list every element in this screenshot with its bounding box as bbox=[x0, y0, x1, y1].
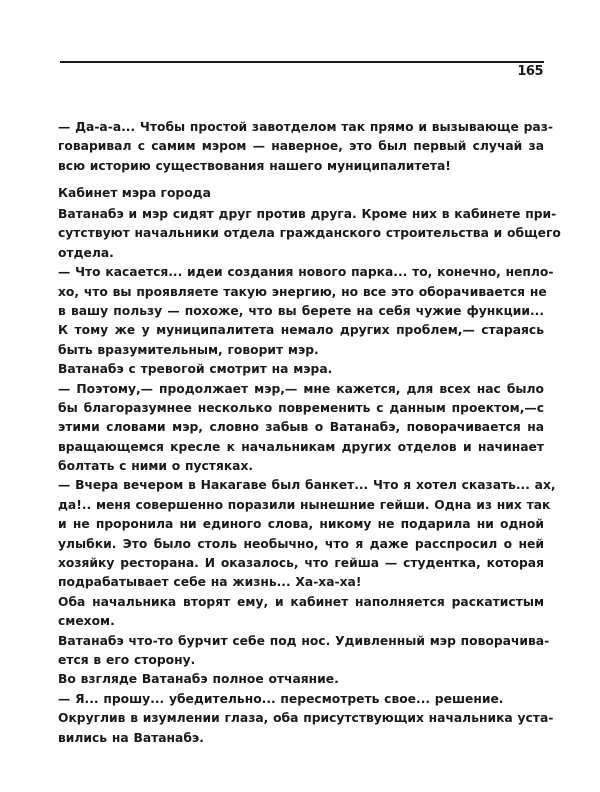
header-rule bbox=[60, 61, 544, 63]
text-line: бы благоразумнее несколько повременить с данным проектом,—с bbox=[58, 400, 544, 415]
text-line: улыбки. Это было столь необычно, что я даже расспросил о ней bbox=[58, 536, 544, 551]
text-line: в вашу пользу — похоже, что вы берете на себя чужие функции... bbox=[58, 303, 544, 318]
text-line: — Поэтому,— продолжает мэр,— мне кажется, для всех нас было bbox=[58, 381, 544, 396]
text-line: Ватанабэ и мэр сидят друг против друга. Кроме них в кабинете при- bbox=[58, 207, 557, 221]
text-line: подрабатывает себе на жизнь... Ха-ха-ха! bbox=[58, 575, 362, 590]
paragraph bbox=[58, 476, 556, 592]
text-line: сутствуют начальники отдела гражданского строительства и общего bbox=[58, 226, 561, 241]
paragraph bbox=[58, 690, 544, 709]
text-line: вились на Ватанабэ. bbox=[58, 730, 204, 745]
text-line: хо, что вы проявляете такую энергию, но все это оборачивается не bbox=[58, 284, 547, 299]
paragraph bbox=[58, 632, 550, 671]
text-line: Ватанабэ с тревогой смотрит на мэра. bbox=[58, 362, 333, 377]
text-line: быть вразумительным, говорит мэр. bbox=[58, 342, 319, 357]
text-line: всю историю существования нашего муниципалитета! bbox=[58, 158, 451, 173]
scene-heading: Кабинет мэра города bbox=[58, 186, 211, 200]
opening-paragraph bbox=[58, 118, 553, 176]
body-text bbox=[58, 205, 561, 748]
text-line: — Да-а-а... Чтобы простой завотделом так прямо и вызывающе раз- bbox=[58, 120, 553, 134]
text-line: да!.. меня совершенно поразили нынешние гейши. Одна из них так bbox=[58, 497, 551, 512]
text-line: говаривал с самим мэром — наверное, это был первый случай за bbox=[58, 139, 544, 154]
paragraph bbox=[58, 670, 544, 689]
text-line: К тому же у муниципалитета немало других проблем,— стараясь bbox=[58, 323, 544, 338]
text-line: — Вчера вечером в Накагаве был банкет... Что я хотел сказать... ах, bbox=[58, 478, 556, 493]
text-line: — Что касается... идеи создания нового парка... то, конечно, непло- bbox=[58, 265, 554, 280]
text-line: болтать с ними о пустяках. bbox=[58, 459, 254, 474]
paragraph bbox=[58, 360, 544, 379]
text-line: Ватанабэ что-то бурчит себе под нос. Удивленный мэр поворачива- bbox=[58, 633, 550, 648]
text-line: Во взгляде Ватанабэ полное отчаяние. bbox=[58, 672, 339, 687]
paragraph bbox=[58, 593, 544, 632]
text-line: и не проронила ни единого слова, никому не подарила ни одной bbox=[58, 517, 544, 532]
text-line: отдела. bbox=[58, 245, 114, 260]
paragraph bbox=[58, 709, 554, 748]
text-line: смехом. bbox=[58, 614, 115, 629]
paragraph bbox=[58, 380, 544, 477]
text-line: хозяйку ресторана. И оказалось, что гейша — студентка, которая bbox=[58, 556, 544, 571]
text-line: ется в его сторону. bbox=[58, 652, 196, 667]
text-line: Оба начальника вторят ему, и кабинет наполняется раскатистым bbox=[58, 594, 544, 609]
text-line: — Я... прошу... убедительно... пересмотреть свое... решение. bbox=[58, 691, 504, 706]
paragraph bbox=[58, 205, 561, 263]
text-line: Округлив в изумлении глаза, оба присутствующих начальника уста- bbox=[58, 711, 554, 726]
text-line: вращающемся кресле к начальникам других отделов и начинает bbox=[58, 439, 544, 454]
text-line: этими словами мэр, словно забыв о Ватанабэ, поворачивается на bbox=[58, 420, 544, 435]
paragraph bbox=[58, 263, 554, 360]
page-number: 165 bbox=[517, 64, 543, 79]
